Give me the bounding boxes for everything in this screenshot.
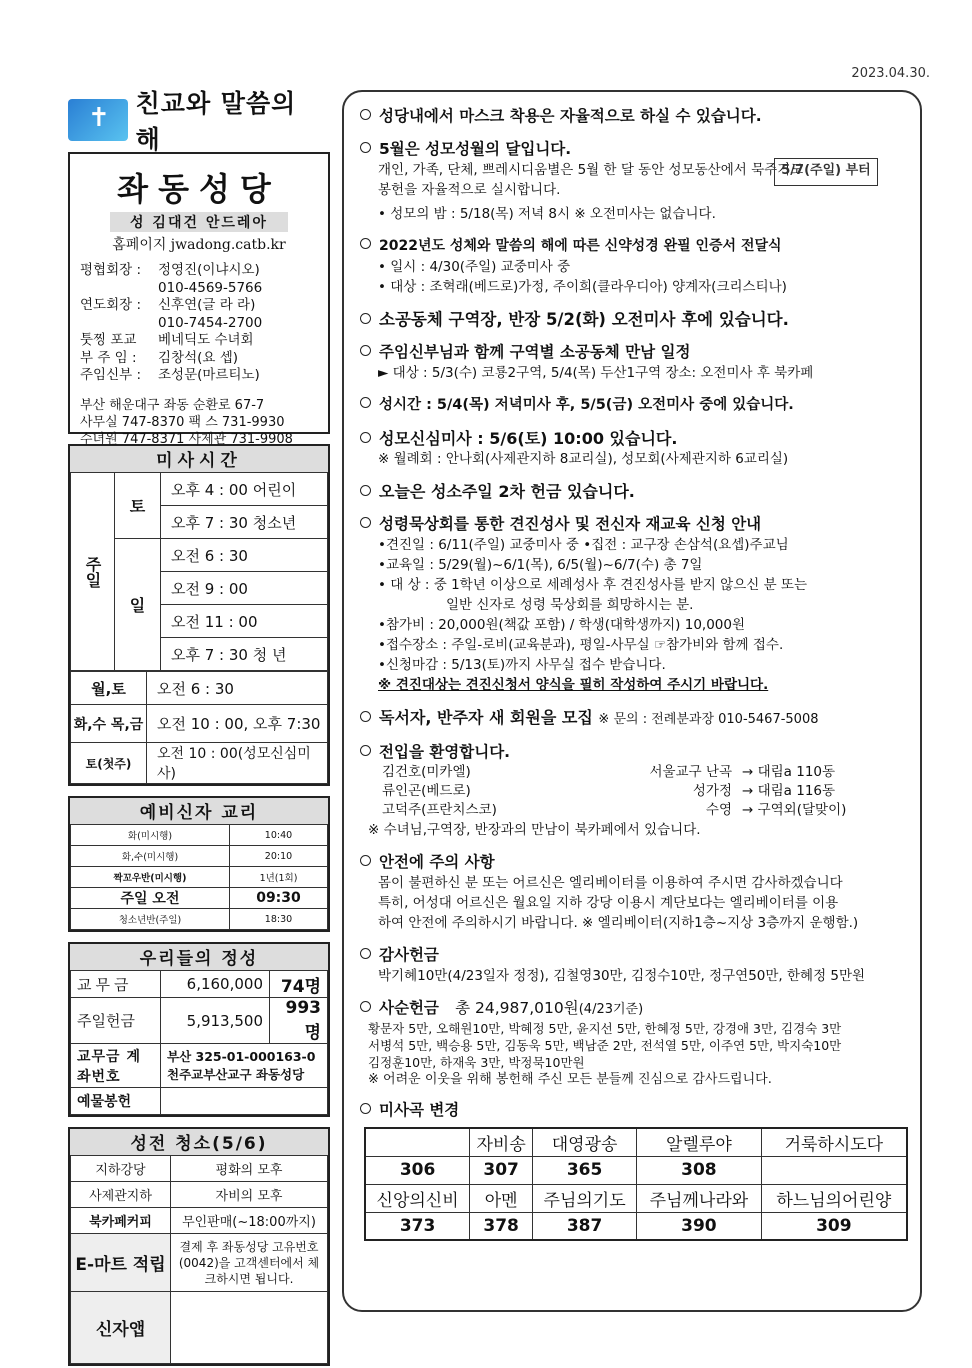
bullet-icon — [360, 1001, 371, 1012]
notice: 성령묵상회를 통한 견진성사 및 전신자 재교육 신청 안내 •견진일 : 6/11(주일) 교중미사 중 •집전 : 교구장 손삼석(요셉)주교님 •교육일 : 5/29(월)~6/1(목), 6/5(월)~6/7(수) 총 7일 • 대 상 : 중 1학년 이상으로 세례성사 후 견진성사를 받지 않으신 분 또는 일반 신자로 성령 묵상회를 희망하시는 분. •참가비 : 20,000원(책값 포함) / 학생(대학생까지) 10,000원 •접수장소 : 주일-로비(교육분과), 평일-사무실 ☞참가비와 함께 접수. •신청마감 : 5/13(토)까지 사무실 접수 받습니다. ※ 견진대상는 견진신청서 양식을 필히 작성하여 주시기 바랍니다. — [360, 514, 908, 695]
song-start-date: 5/7(주일) 부터 — [774, 158, 878, 186]
notice: 오늘은 성소주일 2차 헌금 있습니다. — [360, 481, 908, 502]
notices-panel — [342, 90, 922, 1312]
mass-time: 오전 6 : 30 — [147, 672, 328, 705]
homepage: 홈페이지 jwadong.catb.kr — [112, 237, 286, 253]
weekday-label: 토(첫주) — [71, 743, 147, 784]
parish-name: 좌동성당 — [117, 170, 281, 208]
notice: 전입을 환영합니다. 김건호(미카엘) 서울교구 난곡 → 대림a 110동 류인곤(베드로) 성가정 → 대림a 116동 고덕주(프란치스코) 수영 → 구역외(달맞이) ※ 수녀님,구역장, 반장과의 만남이 북카페에서 있습니다. — [360, 742, 908, 840]
church-logo-icon — [68, 99, 128, 141]
weekday-label: 화,수 목,금 — [71, 705, 147, 743]
catechumen-title: 예비신자 교리 — [70, 798, 328, 824]
bullet-icon — [360, 432, 371, 443]
bullet-icon — [360, 109, 371, 120]
notice: 성시간 : 5/4(목) 저녁미사 후, 5/5(금) 오전미사 중에 있습니다. — [360, 395, 908, 416]
address: 부산 해운대구 좌동 순환로 67-7 사무실 747-8370 팩 스 731-9930 수녀원 747-8371 사제관 731-9908 — [80, 397, 293, 447]
bullet-icon — [360, 745, 371, 756]
bullet-icon — [360, 1103, 371, 1114]
notice: 소공동체 구역장, 반장 5/2(화) 오전미사 후에 있습니다. — [360, 309, 908, 330]
bank-account: 부산 325-01-000163-0 천주교부산교구 좌동성당 — [161, 1044, 328, 1088]
mass-time: 오전 9 : 00 — [161, 572, 328, 605]
bullet-icon — [360, 142, 371, 153]
mass-song-table: 5/7(주일) 부터 자비송 대영광송 알렐루야 거룩하시도다 306 307 365 308 신앙의신비 아멘 주님의기도 주님께나라와 하느님의어린양 373 378 387 390 309 — [364, 1127, 908, 1241]
cleaning-duty: 성전 청소(5/6) 지하강당 평화의 모후 사제관지하 자비의 모후 북카페커피 무인판매(~18:00까지) E-마트 적립 결제 후 좌동성당 고유번호(0042)을 고객센터에서 체크하시면 됩니다. 신자앱 — [68, 1127, 330, 1366]
notice: 성당내에서 마스크 착용은 자율적으로 하실 수 있습니다. — [360, 106, 908, 127]
mass-times-title: 미사시간 — [70, 446, 328, 472]
bullet-icon — [360, 397, 371, 408]
weekday-label: 월,토 — [71, 672, 147, 705]
notice: 미사곡 변경 5/7(주일) 부터 자비송 대영광송 알렐루야 거룩하시도다 306 307 365 308 신앙의신비 아멘 주님의기도 주님께나라와 하느님의어린양 373 378 387 390 309 — [360, 1100, 908, 1241]
person-row: 연도회장 : 신후연(글 라 라) 010-7454-2700 — [80, 297, 263, 331]
cleaning-title: 성전 청소(5/6) — [70, 1129, 328, 1155]
emart-label: E-마트 적립 — [71, 1234, 171, 1292]
person-row: 툿찡 포교 베네딕도 수녀회 — [80, 332, 254, 348]
notice: 안전에 주의 사항 몸이 불편하신 분 또는 어르신은 엘리베이터를 이용하여 주시면 감사하겠습니다 특히, 어성대 어르신은 월요일 지하 강당 이용시 계단보다는 엘리베이터를 이용 하여 안전에 주의하시기 바랍니다. ※ 엘리베이터(지하1층~지상 3층까지 운행함.) — [360, 852, 908, 933]
person-row: 평협회장 : 정영진(이냐시오) 010-4569-5766 — [80, 262, 263, 296]
parish-info — [68, 152, 330, 447]
bullet-icon — [360, 485, 371, 496]
sunday-label: 주일 — [71, 473, 115, 671]
bullet-icon — [360, 711, 371, 722]
mass-time: 오후 7 : 30 청소년 — [161, 506, 328, 539]
list-item: 류인곤(베드로) 성가정 → 대림a 116동 — [382, 783, 836, 799]
notice: 성모신심미사 : 5/6(토) 10:00 있습니다. ※ 월례회 : 안나회(사제관지하 8교리실), 성모회(사제관지하 6교리실) — [360, 428, 908, 469]
mass-time: 오후 4 : 00 어린이 — [161, 473, 328, 506]
emart-text: 결제 후 좌동성당 고유번호(0042)을 고객센터에서 체크하시면 됩니다. — [171, 1234, 328, 1292]
offering: 우리들의 정성 교무금 6,160,000 74명 주일헌금 5,913,500 993명 교무금 계좌번호 부산 325-01-000163-0 천주교부산교구 좌동성당 예물봉헌 — [68, 942, 330, 1117]
mass-time: 오후 7 : 30 청 년 — [161, 638, 328, 671]
bullet-icon — [360, 313, 371, 324]
left-column — [68, 89, 330, 1366]
bullet-icon — [360, 517, 371, 528]
notice: 감사헌금 박기혜10만(4/23일자 정정), 김철영30만, 김정수10만, 정구연50만, 한혜정 5만원 — [360, 945, 908, 986]
app-label: 신자앱 — [71, 1292, 171, 1364]
bullet-icon — [360, 948, 371, 959]
bullet-icon — [360, 855, 371, 866]
notice: 주임신부님과 함께 구역별 소공동체 만남 일정 ► 대상 : 5/3(수) 코룡2구역, 5/4(목) 두산1구역 장소: 오전미사 후 북카페 — [360, 342, 908, 383]
catechumen-class: 예비신자 교리 화(미시행) 10:40 화,수(미시행) 20:10 짝꼬우반(미시행) 1년(1회) 주일 오전 09:30 청소년반(주일) 18:30 — [68, 796, 330, 932]
person-row: 부 주 임 : 김창석(요 셉) — [80, 349, 239, 366]
list-item: 고덕주(프란치스코) 수영 → 구역외(달맞이) — [382, 802, 847, 818]
offering-title: 우리들의 정성 — [70, 944, 328, 970]
bullet-icon — [360, 345, 371, 356]
notice: 사순헌금 총 24,987,010원(4/23기준) 황문자 5만, 오해원10만, 박혜정 5만, 윤지선 5만, 한혜정 5만, 강경애 3만, 김경숙 3만 서병석 5만, 백승용 5만, 김동욱 5만, 백남준 2만, 전석열 5만, 이주연 5만, 박지숙10만 김정훈10만, 하재욱 3만, 박정묵10만원 ※ 어려운 이웃을 위해 봉헌해 주신 모든 분들께 진심으로 감사드립니다. — [360, 998, 908, 1088]
notice: 5월은 성모성월의 달입니다. 개인, 가족, 단체, 쁘레시디움별은 5월 한 달 동안 성모동산에서 묵주기도 봉헌을 자율적으로 실시합니다. • 성모의 밤 : 5/18(목) 저녁 8시 ※ 오전미사는 없습니다. — [360, 139, 908, 224]
notice: 2022년도 성체와 말씀의 해에 따른 신약성경 완필 인증서 전달식 • 일시 : 4/30(주일) 교중미사 중 • 대상 : 조혁래(베드로)가정, 주이희(클라우디아) 양계자(크리스티나) — [360, 236, 908, 297]
person-row: 주임신부 : 조성문(마르티노) — [80, 367, 260, 383]
mass-time: 오전 10 : 00, 오후 7:30 — [147, 705, 328, 743]
bullet-icon — [360, 238, 371, 249]
account-label: 교무금 계좌번호 — [71, 1044, 161, 1088]
patron-saint: 성 김대건 안드레아 — [110, 212, 288, 232]
year-theme: 친교와 말씀의 해 — [135, 89, 297, 154]
issue-date: 2023.04.30. — [851, 66, 930, 81]
logo — [68, 89, 330, 154]
saturday-label: 토 — [115, 473, 161, 539]
mass-time: 오전 6 : 30 — [161, 539, 328, 572]
mass-time: 오전 11 : 00 — [161, 605, 328, 638]
mass-time: 오전 10 : 00(성모신심미사) — [147, 743, 328, 784]
list-item: 김건호(미카엘) 서울교구 난곡 → 대림a 110동 — [382, 764, 836, 780]
notice: 독서자, 반주자 새 회원을 모집 ※ 문의 : 전례분과장 010-5467-5008 — [360, 707, 908, 730]
sunday-day-label: 일 — [115, 539, 161, 671]
mass-times — [68, 444, 330, 786]
